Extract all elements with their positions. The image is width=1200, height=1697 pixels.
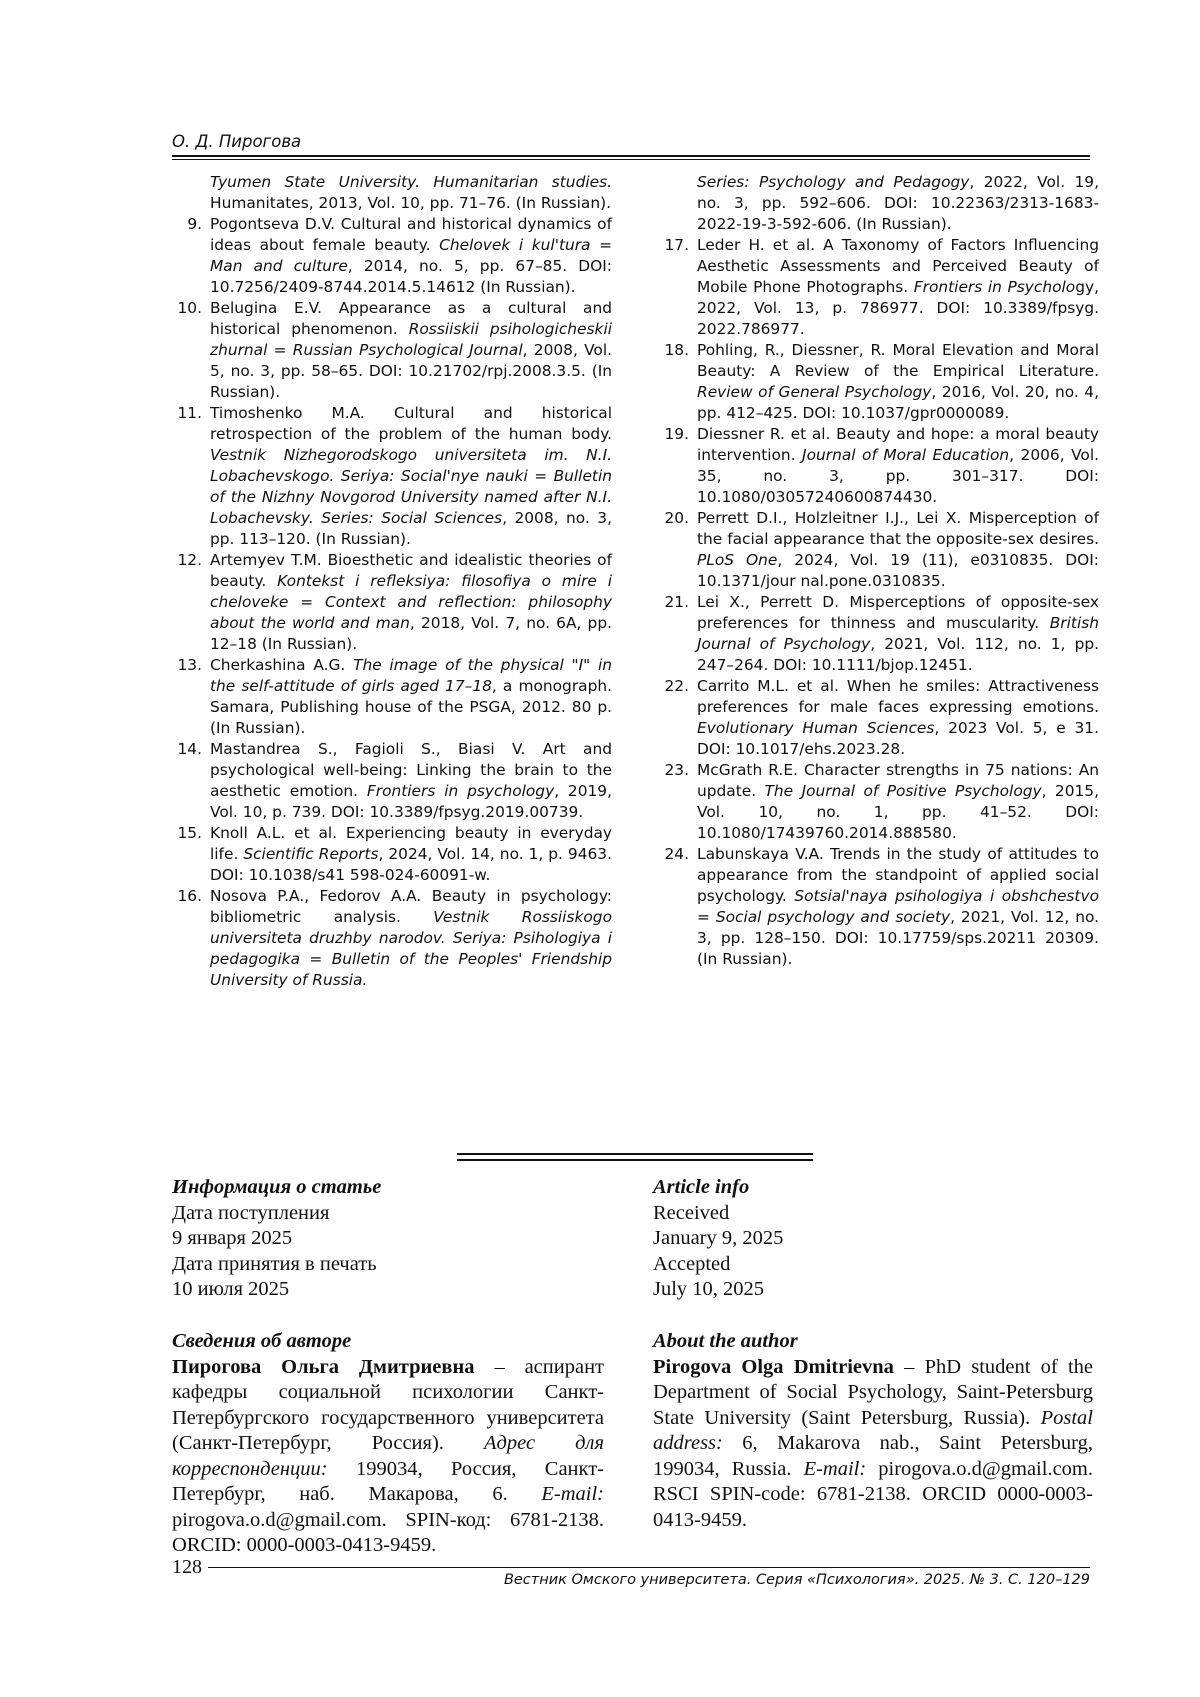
reference-number: 17. xyxy=(664,236,689,254)
accepted-label-en: Accepted xyxy=(653,1252,731,1275)
article-info-ru xyxy=(172,1175,604,1303)
reference-number: 16. xyxy=(177,887,202,905)
reference-segment: , 2006, Vol. 35, no. 3, pp. 301–317. DOI: 10.1080/03057240600874430. xyxy=(697,446,1099,506)
reference-segment: Diessner R. et al. Beauty and hope: a moral beauty intervention. xyxy=(697,425,1099,464)
reference-text xyxy=(210,298,612,403)
header-rule-thin xyxy=(172,159,1090,160)
reference-segment: , 2024, Vol. 14, no. 1, p. 9463. DOI: 10.1038/s41 598-024-60091-w. xyxy=(210,845,612,884)
reference-title: PLoS One xyxy=(697,551,778,569)
reference-segment: Lei X., Perrett D. Misperceptions of opposite-sex preferences for thinness and muscularity. xyxy=(697,593,1099,632)
reference-segment: , 2021, Vol. 12, no. 3, pp. 128–150. DOI: 10.17759/sps.20211 20309. (In Russian). xyxy=(697,908,1099,968)
reference-text xyxy=(697,424,1099,508)
author-en-postal-label: Postal address: xyxy=(653,1406,1093,1454)
reference-item xyxy=(172,403,612,550)
reference-number: 24. xyxy=(664,845,689,863)
reference-number: 18. xyxy=(664,341,689,359)
reference-text xyxy=(697,340,1099,424)
reference-title: Sotsial'naya psihologiya i obshchestvo = Social psychology and society xyxy=(697,887,1099,926)
reference-segment: Perrett D.I., Holzleitner I.J., Lei X. Misperception of the facial appearance that the opposite-sex desires. xyxy=(697,509,1099,548)
reference-text xyxy=(697,760,1099,844)
author-en-heading: About the author xyxy=(653,1330,798,1352)
reference-segment: , 2016, Vol. 20, no. 4, pp. 412–425. DOI: 10.1037/gpr0000089. xyxy=(697,383,1099,422)
reference-text xyxy=(210,739,612,823)
reference-item xyxy=(172,550,612,655)
reference-title: Scientific Reports xyxy=(243,845,379,863)
reference-item xyxy=(172,298,612,403)
author-ru-email-label: E-mail: xyxy=(541,1483,604,1505)
reference-item xyxy=(659,592,1099,676)
reference-segment: , 2021, Vol. 112, no. 1, pp. 247–264. DOI: 10.1111/bjop.12451. xyxy=(697,635,1099,674)
author-en-email-label: E-mail: xyxy=(803,1457,867,1480)
accepted-date-en: July 10, 2025 xyxy=(653,1278,765,1300)
running-header: О. Д. Пирогова xyxy=(172,132,302,151)
reference-number: 13. xyxy=(177,656,202,674)
reference-number: 9. xyxy=(187,215,202,233)
reference-title: The Journal of Positive Psychology xyxy=(764,782,1042,800)
reference-segment: Cherkashina A.G. xyxy=(210,656,354,674)
reference-text xyxy=(210,403,612,550)
reference-segment: , 2008, Vol. 5, no. 3, pp. 58–65. DOI: 10.21702/rpj.2008.3.5. (In Russian). xyxy=(210,341,612,401)
article-info-en xyxy=(653,1175,1093,1303)
reference-number: 11. xyxy=(177,404,202,422)
received-date-ru: 9 января 2025 xyxy=(172,1227,293,1249)
reference-title: Frontiers in psychology xyxy=(366,782,555,800)
references-right-column xyxy=(659,172,1099,970)
reference-number: 21. xyxy=(664,593,689,611)
reference-text xyxy=(697,235,1099,340)
reference-item xyxy=(659,508,1099,592)
reference-title: British Journal of Psychology xyxy=(697,614,1099,653)
reference-title: Kontekst i refleksiya: filosofiya o mire i cheloveke = Context and reflection: philosophy about the world and man xyxy=(210,572,613,632)
reference-item xyxy=(659,760,1099,844)
reference-title: Review of General Psychology xyxy=(697,383,932,401)
reference-segment: Leder H. et al. A Taxonomy of Factors Influencing Aesthetic Assessments and Perceived Beauty of Mobile Phone Photographs. xyxy=(697,236,1099,296)
reference-number: 12. xyxy=(177,551,202,569)
footer-rule xyxy=(208,1567,1090,1568)
reference-item-continuation xyxy=(659,172,1099,235)
reference-title: Tyumen State University. Humanitarian studies. xyxy=(210,173,612,191)
reference-segment: , 2024, Vol. 19 (11), e0310835. DOI: 10.1371/jour nal.pone.0310835. xyxy=(697,551,1099,590)
author-en-position: – PhD student of the Department of Social Psychology, Saint-Petersburg State University (Saint Petersburg, Russia). xyxy=(653,1355,1093,1429)
reference-segment: , 2023 Vol. 5, e 31. DOI: 10.1017/ehs.2023.28. xyxy=(697,719,1099,758)
reference-text xyxy=(697,844,1099,970)
accepted-label-ru: Дата принятия в печать xyxy=(172,1252,377,1275)
reference-title: Rossiiskii psihologicheskii zhurnal = Russian Psychological Journal xyxy=(210,320,612,359)
author-ru-postal-label: Адрес для корреспонденции: xyxy=(172,1432,604,1480)
reference-segment: Timoshenko M.A. Cultural and historical retrospection of the problem of the human body. xyxy=(210,404,612,443)
reference-segment: Mastandrea S., Fagioli S., Biasi V. Art and psychological well-being: Linking the brain to the aesthetic emotion. xyxy=(210,740,612,800)
article-info-ru-heading: Информация о статье xyxy=(172,1176,382,1198)
reference-segment: , 2015, Vol. 10, no. 1, pp. 41–52. DOI: 10.1080/17439760.2014.888580. xyxy=(697,782,1099,842)
references-left-column xyxy=(172,172,612,991)
reference-title: Vestnik Rossiiskogo universiteta druzhby narodov. Seriya: Psihologiya i pedagogika = Bulletin of the Peoples' Friendship University of Russia. xyxy=(210,908,612,989)
reference-item xyxy=(172,823,612,886)
reference-text xyxy=(210,655,612,739)
reference-item xyxy=(172,739,612,823)
received-label-en: Received xyxy=(653,1201,730,1224)
reference-segment: , 2019, Vol. 10, p. 739. DOI: 10.3389/fpsyg.2019.00739. xyxy=(210,782,612,821)
reference-segment: Belugina E.V. Appearance as a cultural and historical phenomenon. xyxy=(210,299,612,338)
received-date-en: January 9, 2025 xyxy=(653,1227,784,1249)
reference-text xyxy=(172,172,612,214)
author-en-text xyxy=(653,1355,1093,1534)
reference-text xyxy=(697,592,1099,676)
author-info-ru xyxy=(172,1329,604,1559)
reference-title: Journal of Moral Education xyxy=(802,446,1010,464)
author-ru-heading: Сведения об авторе xyxy=(172,1330,352,1352)
author-ru-postal: 199034, Россия, Санкт-Петербург, наб. Макарова, 6. xyxy=(172,1457,604,1505)
reference-title: Series: Psychology and Pedagogy xyxy=(697,173,970,191)
author-en-postal: 6, Makarova nab., Saint Petersburg, 199034, Russia. xyxy=(653,1432,1093,1480)
page-number: 128 xyxy=(172,1556,202,1578)
reference-item xyxy=(172,214,612,298)
reference-number: 10. xyxy=(177,299,202,317)
reference-item xyxy=(659,340,1099,424)
accepted-date-ru: 10 июля 2025 xyxy=(172,1278,290,1300)
reference-item xyxy=(172,886,612,991)
reference-item-continuation xyxy=(172,172,612,214)
reference-segment: , 2018, Vol. 7, no. 6A, pp. 12–18 (In Russian). xyxy=(210,614,612,653)
separator-rule-second xyxy=(457,1159,813,1161)
reference-segment: Carrito M.L. et al. When he smiles: Attractiveness preferences for male faces expressing emotions. xyxy=(697,677,1099,716)
reference-segment: , 2014, no. 5, pp. 67–85. DOI: 10.7256/2409-8744.2014.5.14612 (In Russian). xyxy=(210,257,612,296)
author-en-name: Pirogova Olga Dmitrievna xyxy=(653,1355,894,1378)
reference-segment: , 2008, no. 3, pp. 113–120. (In Russian). xyxy=(210,509,612,548)
article-info-en-heading: Article info xyxy=(653,1176,750,1198)
reference-number: 23. xyxy=(664,761,689,779)
reference-number: 15. xyxy=(177,824,202,842)
reference-segment: Artemyev T.M. Bioesthetic and idealistic theories of beauty. xyxy=(210,551,612,590)
reference-title: Evolutionary Human Sciences xyxy=(697,719,935,737)
reference-segment: McGrath R.E. Character strengths in 75 nations: An update. xyxy=(697,761,1099,800)
journal-citation: Вестник Омского университета. Серия «Психология». 2025. № 3. С. 120–129 xyxy=(503,1572,1090,1588)
author-ru-name: Пирогова Ольга Дмитриевна xyxy=(172,1355,475,1378)
reference-text xyxy=(697,508,1099,592)
reference-title: The image of the physical "I" in the self-attitude of girls aged 17–18 xyxy=(210,656,612,695)
reference-segment: , a monograph. Samara, Publishing house of the PSGA, 2012. 80 p. (In Russian). xyxy=(210,677,612,737)
reference-segment: Knoll A.L. et al. Experiencing beauty in everyday life. xyxy=(210,824,612,863)
reference-number: 14. xyxy=(177,740,202,758)
reference-segment: Nosova P.A., Fedorov A.A. Beauty in psychology: bibliometric analysis. xyxy=(210,887,612,926)
reference-item xyxy=(659,235,1099,340)
author-ru-contacts: pirogova.o.d@gmail.com. SPIN-код: 6781-2138. ORCID: 0000-0003-0413-9459. xyxy=(172,1508,604,1556)
reference-text xyxy=(697,676,1099,760)
reference-title: Chelovek i kul'tura = Man and culture xyxy=(210,236,612,275)
reference-text xyxy=(659,172,1099,235)
reference-number: 19. xyxy=(664,425,689,443)
reference-text xyxy=(210,886,612,991)
reference-title: Vestnik Nizhegorodskogo universiteta im. N.I. Lobachevskogo. Seriya: Social'nye nauki = Bulletin of the Nizhny Novgorod University named after N.I. Lobachevsky. Series: Social Sciences xyxy=(210,446,612,527)
reference-item xyxy=(172,655,612,739)
reference-number: 22. xyxy=(664,677,689,695)
reference-number: 20. xyxy=(664,509,689,527)
reference-segment: Pohling, R., Diessner, R. Moral Elevation and Moral Beauty: A Review of the Empirical Literature. xyxy=(697,341,1099,380)
reference-item xyxy=(659,424,1099,508)
reference-segment: gy, 2022, Vol. 13, p. 786977. DOI: 10.3389/fpsyg. 2022.786977. xyxy=(697,278,1099,338)
author-ru-text xyxy=(172,1355,604,1559)
received-label-ru: Дата поступления xyxy=(172,1201,330,1224)
reference-item xyxy=(659,676,1099,760)
reference-segment: , 2022, Vol. 19, no. 3, pp. 592–606. DOI: 10.22363/2313-1683-2022-19-3-592-606. (In Russian). xyxy=(697,173,1099,233)
author-en-contacts: pirogova.o.d@gmail.com. RSCI SPIN-code: 6781-2138. ORCID 0000-0003-0413-9459. xyxy=(653,1457,1093,1531)
reference-text xyxy=(210,550,612,655)
author-ru-position: – аспирант кафедры социальной психологии Санкт-Петербургского государственного университета (Санкт-Петербург, Россия). xyxy=(172,1355,604,1454)
reference-title: Frontiers in Psycholo xyxy=(913,278,1076,296)
author-info-en xyxy=(653,1329,1093,1533)
reference-segment: Pogontseva D.V. Cultural and historical dynamics of ideas about female beauty. xyxy=(210,215,612,254)
header-rule xyxy=(172,155,1090,157)
reference-item xyxy=(659,844,1099,970)
reference-text xyxy=(210,823,612,886)
reference-segment: Labunskaya V.A. Trends in the study of attitudes to appearance from the standpoint of applied social psychology. xyxy=(697,845,1099,905)
separator-rule xyxy=(457,1153,813,1155)
reference-segment: Humanitates, 2013, Vol. 10, pp. 71–76. (In Russian). xyxy=(210,194,611,212)
reference-text xyxy=(210,214,612,298)
